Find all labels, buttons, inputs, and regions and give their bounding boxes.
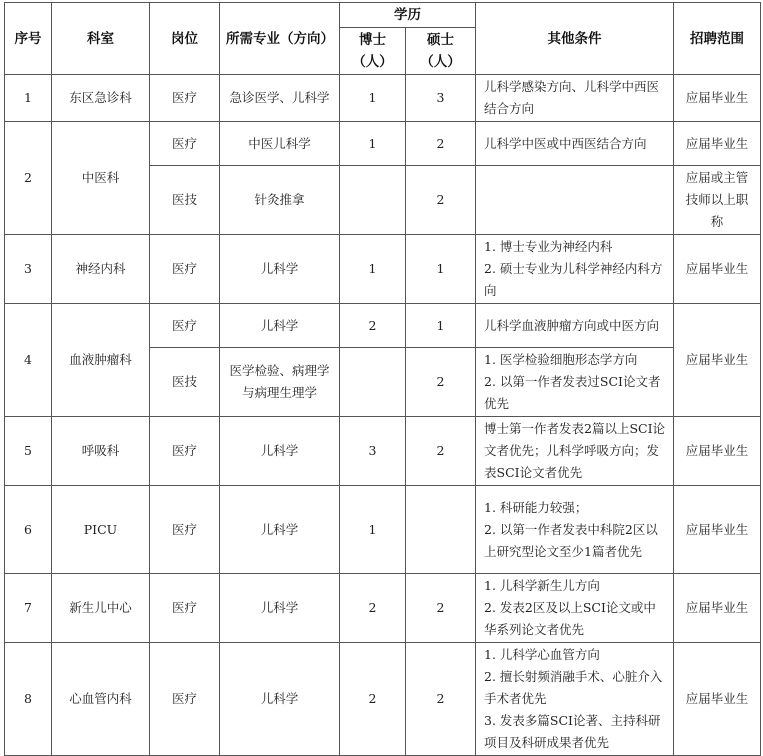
cell-conditions bbox=[476, 417, 674, 486]
cell-dept: 呼吸科 bbox=[52, 417, 150, 486]
cell-conditions bbox=[476, 486, 674, 574]
cell-post: 医疗 bbox=[150, 122, 220, 166]
cell-dept: 中医科 bbox=[52, 122, 150, 235]
header-master: 硕士（人） bbox=[406, 28, 476, 75]
condition-line: 1. 博士专业为神经内科 bbox=[484, 239, 613, 254]
cell-master: 1 bbox=[406, 304, 476, 348]
header-dept: 科室 bbox=[52, 3, 150, 75]
cell-master: 2 bbox=[406, 574, 476, 643]
header-no: 序号 bbox=[5, 3, 52, 75]
cell-dept: 东区急诊科 bbox=[52, 75, 150, 122]
cell-conditions bbox=[476, 574, 674, 643]
cell-phd: 2 bbox=[340, 574, 406, 643]
cell-major: 儿科学 bbox=[220, 574, 340, 643]
cell-scope: 应届或主管技师以上职称 bbox=[674, 166, 761, 235]
cell-conditions bbox=[476, 348, 674, 417]
header-major: 所需专业（方向） bbox=[220, 3, 340, 75]
cell-conditions bbox=[476, 304, 674, 348]
cell-dept: 神经内科 bbox=[52, 235, 150, 304]
cell-conditions bbox=[476, 235, 674, 304]
cell-phd bbox=[340, 348, 406, 417]
condition-line: 1. 儿科学心血管方向 bbox=[484, 647, 600, 662]
cell-phd: 1 bbox=[340, 122, 406, 166]
condition-line: 2. 发表2区及以上SCI论文或中华系列论文者优先 bbox=[484, 600, 656, 637]
cell-no: 8 bbox=[5, 643, 52, 756]
cell-master: 2 bbox=[406, 643, 476, 756]
cell-post: 医疗 bbox=[150, 417, 220, 486]
cell-post: 医技 bbox=[150, 166, 220, 235]
cell-master: 2 bbox=[406, 417, 476, 486]
cell-major: 针灸推拿 bbox=[220, 166, 340, 235]
cell-scope: 应届毕业生 bbox=[674, 75, 761, 122]
cell-scope: 应届毕业生 bbox=[674, 643, 761, 756]
cell-dept: PICU bbox=[52, 486, 150, 574]
cell-phd bbox=[340, 166, 406, 235]
cell-major: 医学检验、病理学与病理生理学 bbox=[220, 348, 340, 417]
header-scope: 招聘范围 bbox=[674, 3, 761, 75]
condition-line: 2. 擅长射频消融手术、心脏介入手术者优先 bbox=[484, 669, 663, 706]
condition-line: 2. 以第一作者发表中科院2区以上研究型论文至少1篇者优先 bbox=[484, 521, 658, 559]
header-education: 学历 bbox=[340, 3, 476, 28]
cell-major: 儿科学 bbox=[220, 486, 340, 574]
cell-conditions bbox=[476, 643, 674, 756]
cell-no: 3 bbox=[5, 235, 52, 304]
recruitment-table bbox=[4, 2, 761, 756]
cell-post: 医疗 bbox=[150, 643, 220, 756]
cell-major: 儿科学 bbox=[220, 304, 340, 348]
cell-conditions bbox=[476, 166, 674, 235]
cell-dept: 心血管内科 bbox=[52, 643, 150, 756]
header-phd: 博士（人） bbox=[340, 28, 406, 75]
cell-post: 医技 bbox=[150, 348, 220, 417]
cell-scope: 应届毕业生 bbox=[674, 122, 761, 166]
condition-line: 3. 发表多篇SCI论著、主持科研项目及科研成果者优先 bbox=[484, 713, 661, 750]
condition-line: 2. 硕士专业为儿科学神经内科方向 bbox=[484, 261, 663, 298]
cell-phd: 2 bbox=[340, 304, 406, 348]
cell-major: 急诊医学、儿科学 bbox=[220, 75, 340, 122]
condition-line: 博士第一作者发表2篇以上SCI论文者优先；儿科学呼吸方向；发表SCI论文者优先 bbox=[484, 421, 666, 480]
cell-major: 儿科学 bbox=[220, 643, 340, 756]
cell-scope: 应届毕业生 bbox=[674, 417, 761, 486]
cell-major: 中医儿科学 bbox=[220, 122, 340, 166]
condition-line: 儿科学中医或中西医结合方向 bbox=[484, 135, 647, 151]
header-conditions: 其他条件 bbox=[476, 3, 674, 75]
cell-master: 1 bbox=[406, 235, 476, 304]
condition-line: 1. 医学检验细胞形态学方向 bbox=[484, 352, 638, 367]
condition-line: 1. 科研能力较强； bbox=[484, 499, 588, 515]
cell-no: 1 bbox=[5, 75, 52, 122]
cell-dept: 血液肿瘤科 bbox=[52, 304, 150, 417]
cell-no: 6 bbox=[5, 486, 52, 574]
cell-scope: 应届毕业生 bbox=[674, 486, 761, 574]
cell-post: 医疗 bbox=[150, 574, 220, 643]
cell-post: 医疗 bbox=[150, 486, 220, 574]
cell-post: 医疗 bbox=[150, 304, 220, 348]
cell-phd: 1 bbox=[340, 75, 406, 122]
condition-line: 儿科学感染方向、儿科学中西医结合方向 bbox=[484, 79, 660, 116]
cell-major: 儿科学 bbox=[220, 417, 340, 486]
cell-major: 儿科学 bbox=[220, 235, 340, 304]
cell-master: 2 bbox=[406, 348, 476, 417]
cell-phd: 1 bbox=[340, 486, 406, 574]
cell-scope: 应届毕业生 bbox=[674, 235, 761, 304]
cell-master: 2 bbox=[406, 166, 476, 235]
cell-phd: 3 bbox=[340, 417, 406, 486]
cell-conditions bbox=[476, 122, 674, 166]
cell-conditions bbox=[476, 75, 674, 122]
cell-no: 4 bbox=[5, 304, 52, 417]
header-post: 岗位 bbox=[150, 3, 220, 75]
cell-post: 医疗 bbox=[150, 75, 220, 122]
cell-scope: 应届毕业生 bbox=[674, 304, 761, 417]
condition-line: 儿科学血液肿瘤方向或中医方向 bbox=[484, 317, 660, 333]
cell-master: 2 bbox=[406, 122, 476, 166]
cell-no: 7 bbox=[5, 574, 52, 643]
cell-post: 医疗 bbox=[150, 235, 220, 304]
cell-master bbox=[406, 486, 476, 574]
cell-no: 2 bbox=[5, 122, 52, 235]
cell-master: 3 bbox=[406, 75, 476, 122]
cell-scope: 应届毕业生 bbox=[674, 574, 761, 643]
condition-line: 2. 以第一作者发表过SCI论文者优先 bbox=[484, 374, 661, 411]
cell-phd: 1 bbox=[340, 235, 406, 304]
cell-dept: 新生儿中心 bbox=[52, 574, 150, 643]
condition-line: 1. 儿科学新生儿方向 bbox=[484, 578, 600, 593]
cell-phd: 2 bbox=[340, 643, 406, 756]
cell-no: 5 bbox=[5, 417, 52, 486]
